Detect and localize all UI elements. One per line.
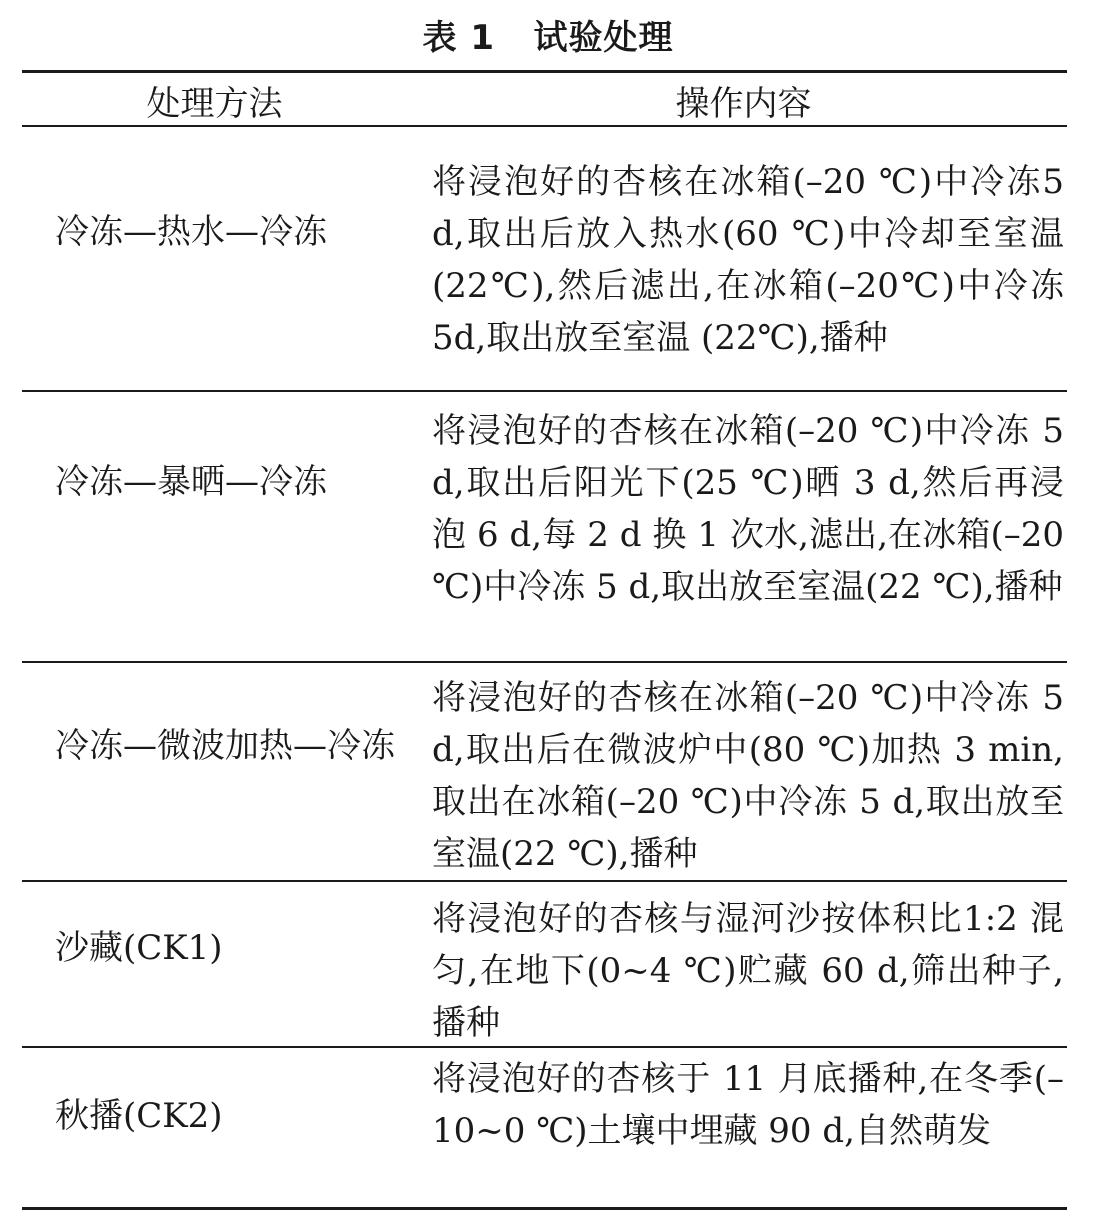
row-content: 将浸泡好的杏核在冰箱(–20 ℃)中冷冻5 d,取出后放入热水(60 ℃)中冷却至室温(22℃),然后滤出,在冰箱(–20℃)中冷冻5d,取出放至室温 (22℃),播种 [432,162,1064,358]
header-rule [22,125,1067,127]
top-rule [22,70,1067,73]
row-method: 沙藏(CK1) [55,928,223,968]
row-method: 冷冻—微波加热—冷冻 [55,726,395,766]
header-content: 操作内容 [675,84,812,124]
row-divider [22,390,1067,392]
row-divider [22,880,1067,882]
table-caption: 表 1 试验处理 [422,18,674,58]
bottom-rule [22,1207,1067,1210]
row-content: 将浸泡好的杏核于 11 月底播种,在冬季(–10~0 ℃)土壤中埋藏 90 d,自然萌发 [432,1059,1064,1151]
header-method: 处理方法 [146,84,283,124]
row-method: 冷冻—热水—冷冻 [55,212,327,252]
row-divider [22,1046,1067,1048]
row-content: 将浸泡好的杏核在冰箱(–20 ℃)中冷冻 5 d,取出后在微波炉中(80 ℃)加热 3 min,取出在冰箱(–20 ℃)中冷冻 5 d,取出放至室温(22 ℃),播种 [432,678,1064,874]
row-method: 冷冻—暴晒—冷冻 [55,462,327,502]
row-divider [22,661,1067,663]
row-method: 秋播(CK2) [55,1096,223,1136]
row-content: 将浸泡好的杏核在冰箱(–20 ℃)中冷冻 5 d,取出后阳光下(25 ℃)晒 3 d,然后再浸泡 6 d,每 2 d 换 1 次水,滤出,在冰箱(–20 ℃)中冷冻 5 d,取出放至室温(22 ℃),播种 [432,411,1064,607]
row-content: 将浸泡好的杏核与湿河沙按体积比1:2 混匀,在地下(0~4 ℃)贮藏 60 d,筛出种子,播种 [432,899,1064,1043]
